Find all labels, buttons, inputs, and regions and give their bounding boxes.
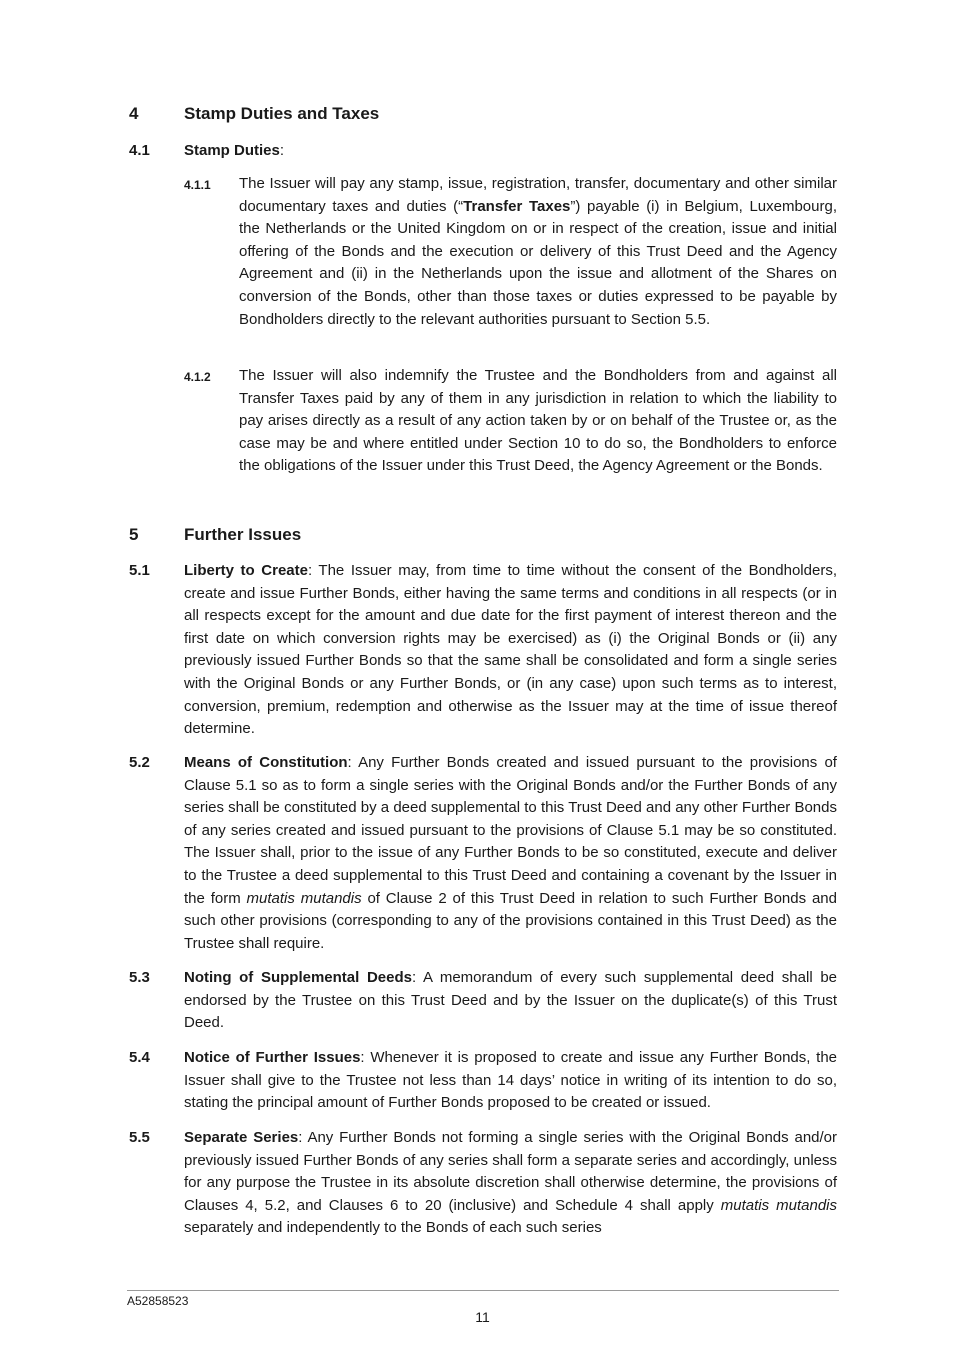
latin-phrase: mutatis mutandis [246,889,362,907]
defined-term: Transfer Taxes [463,197,571,215]
clause-text: separately and independently to the Bonds of each such series [184,1219,602,1237]
clause-heading: Noting of Supplemental Deeds [184,969,412,986]
clause-5-3 [129,967,837,1035]
clause-number: 5.3 [129,969,150,986]
clause-heading: Means of Constitution [184,754,348,771]
clause-body [239,173,837,331]
clause-text: The Issuer will pay any stamp, issue, registration, transfer, documentary and other similar documentary taxes and duties (“ [239,175,837,215]
section-title: Stamp Duties and Taxes [184,104,380,123]
clause-body [184,1047,837,1115]
clause-text: ”) payable (i) in Belgium, Luxembourg, the Netherlands or the United Kingdom on or in respect of the creation, issue and initial offering of the Bonds and the execution or delivery of this Trust Deed and the Agency Agreement and (ii) in the Netherlands upon the issue and allotment of the Shares on conversion of the Bonds, other than those taxes or duties expressed to be payable by Bondholders directly to the relevant authorities pursuant to Section 5.5. [239,197,837,328]
clause-heading: Liberty to Create [184,562,308,579]
clause-5-1 [129,560,837,741]
clause-number: 5.5 [129,1129,150,1146]
page-number: 11 [475,1309,490,1325]
clause-5-2 [129,752,837,955]
clause-text: : The Issuer may, from time to time without the consent of the Bondholders, create and issue Further Bonds, either having the same terms and conditions in all respects (or in all respects except for the amount and due date for the first payment of interest thereon and the first date on which conversion rights may be exercised) as (i) the Original Bonds or (ii) any previously issued Further Bonds so that the same shall be consolidated and form a single series with the Original Bonds or any Further Bonds, or (in any case) upon such terms as to interest, conversion, premium, redemption and otherwise as the Issuer may at the time of issue thereof determine. [184,562,837,738]
footer-divider [127,1290,839,1291]
clause-text: : Whenever it is proposed to create and issue any Further Bonds, the Issuer shall give to the Trustee not less than 14 days’ notice in writing of its intention to do so, stating the principal amount of Further Bonds proposed to be created or issued. [184,1049,838,1112]
clause-number: 4.1 [129,142,150,159]
clause-body [184,560,837,741]
clause-number: 4.1.2 [184,370,211,384]
clause-4-1-2 [184,365,837,478]
clause-5-5 [129,1127,837,1240]
clause-title-suffix: : [279,142,285,159]
clause-5-4 [129,1047,837,1115]
clause-text: : Any Further Bonds created and issued pursuant to the provisions of Clause 5.1 so as to form a single series with the Original Bonds and/or the Further Bonds of any series shall be constituted by a deed supplemental to this Trust Deed and any other Further Bonds of any series created and issued pursuant to the provisions of Clause 5.1 may be so constituted. The Issuer shall, prior to the issue of any Further Bonds to be so constituted, execute and deliver to the Trustee a deed supplemental to this Trust Deed and containing a covenant by the Issuer in the form [184,754,837,907]
clause-text: : Any Further Bonds not forming a single series with the Original Bonds and/or previously issued Further Bonds of any series shall form a separate series and accordingly, unless for any purpose the Trustee in its absolute discretion shall otherwise determine, the provisions of Clauses 4, 5.2, and Clauses 6 to 20 (inclusive) and Schedule 4 shall apply [184,1129,838,1214]
section-title: Further Issues [184,525,302,544]
clause-text: of Clause 2 of this Trust Deed in relation to such Further Bonds and such other provisions (corresponding to any of the provisions contained in this Trust Deed) as the Trustee shall require. [184,889,837,952]
clause-number: 5.1 [129,562,150,579]
section-number: 4 [129,104,139,123]
clause-body [184,1127,837,1240]
clause-body [184,967,837,1035]
clause-title [184,142,284,159]
document-reference: A52858523 [127,1294,189,1308]
clause-number: 4.1.1 [184,178,211,192]
clause-4-1-1 [184,173,837,331]
clause-text: : A memorandum of every such supplemental deed shall be endorsed by the Trustee on this Trust Deed and by the Issuer on the duplicate(s) of this Trust Deed. [184,969,838,1032]
section-number: 5 [129,525,139,544]
clause-number: 5.2 [129,754,150,771]
latin-phrase: mutatis mutandis [720,1196,837,1214]
clause-body: The Issuer will also indemnify the Trustee and the Bondholders from and against all Transfer Taxes paid by any of them in any jurisdiction in relation to which the liability to pay arises directly as a result of any action taken by or on behalf of the Trustee or, as the case may be and where entitled under Section 10 to do so, the Bondholders to enforce the obligations of the Issuer under this Trust Deed, the Agency Agreement or the Bonds. [239,367,837,475]
clause-body [184,752,837,955]
clause-title-text: Stamp Duties [184,142,280,159]
clause-heading: Notice of Further Issues [184,1049,361,1066]
clause-heading: Separate Series [184,1129,299,1146]
clause-number: 5.4 [129,1049,150,1066]
